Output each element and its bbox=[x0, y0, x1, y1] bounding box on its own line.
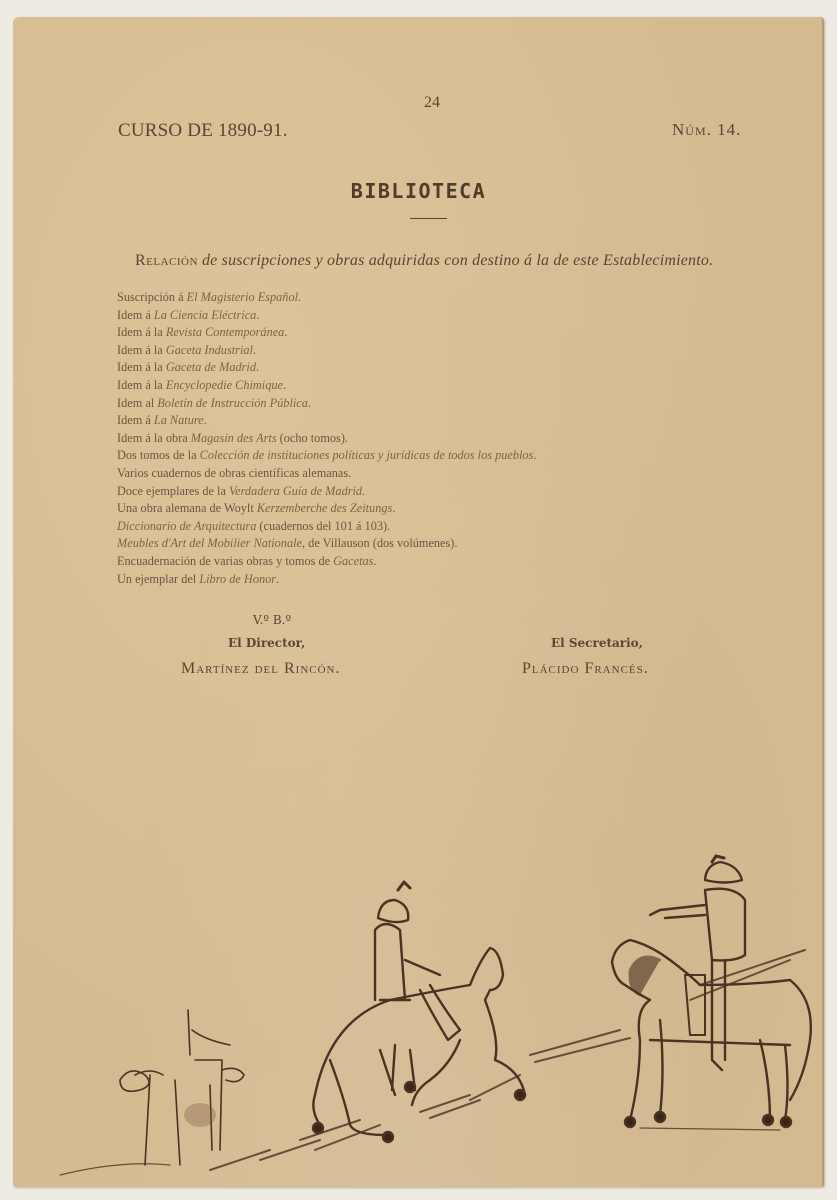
item-suffix: . bbox=[298, 290, 302, 304]
item-title: Gaceta de Madrid bbox=[165, 360, 256, 375]
item-text: Un ejemplar del bbox=[117, 571, 200, 586]
item-text: Encuadernación de varias obras y tomos de bbox=[117, 553, 334, 568]
secretary-name: Plácido Francés. bbox=[522, 660, 649, 677]
page-title: BIBLIOTECA bbox=[350, 179, 487, 203]
item-suffix: (ocho tomos). bbox=[276, 430, 348, 445]
item-text: Idem á la bbox=[117, 325, 166, 340]
item-suffix: . bbox=[392, 501, 396, 516]
item-title: Gacetas bbox=[333, 553, 374, 568]
item-text: Idem á la obra bbox=[117, 430, 191, 445]
horseman-left-icon bbox=[313, 882, 525, 1142]
item-suffix: , de Villauson (dos volúmenes). bbox=[302, 536, 458, 551]
item-title: Colección de instituciones políticas y jurídicas de todos los pueblos bbox=[199, 448, 534, 463]
item-text: Idem á la bbox=[117, 360, 166, 375]
subtitle-lead: Relación bbox=[135, 252, 198, 269]
item-text: Idem á bbox=[117, 307, 154, 322]
item-title: La Nature bbox=[153, 413, 204, 428]
item-suffix: . bbox=[255, 360, 260, 375]
item-text: Idem al bbox=[117, 395, 158, 410]
item-suffix: . bbox=[373, 553, 377, 568]
item-text: Idem á la bbox=[117, 342, 166, 357]
director-name: Martínez del Rincón. bbox=[181, 660, 341, 677]
header-course: CURSO DE 1890-91. bbox=[118, 120, 288, 141]
item-suffix: . bbox=[362, 483, 366, 498]
item-title: Meubles d'Art del Mobilier Nationale bbox=[117, 536, 303, 551]
item-text: Dos tomos de la bbox=[117, 448, 200, 463]
item-text: Idem á la bbox=[117, 377, 166, 392]
item-suffix: . bbox=[533, 448, 537, 463]
item-title: Verdadera Guía de Madrid bbox=[228, 483, 363, 498]
ground-lines-icon bbox=[60, 950, 805, 1175]
item-title: Boletín de Instrucción Pública bbox=[157, 395, 308, 410]
item-suffix: . bbox=[284, 325, 288, 340]
secretary-label: El Secretario, bbox=[551, 636, 643, 650]
item-text: Doce ejemplares de la bbox=[117, 483, 229, 498]
header-number: Núm. 14. bbox=[672, 120, 742, 139]
item-title: Gaceta Industrial bbox=[165, 342, 253, 357]
subtitle-rest: de suscripciones y obras adquiridas con destino á la de este Establecimiento. bbox=[201, 252, 714, 269]
item-suffix: . bbox=[276, 571, 280, 586]
item-text: Suscripción á bbox=[117, 290, 187, 304]
structure-sketch-icon bbox=[120, 1010, 244, 1165]
item-title: La Ciencia Eléctrica bbox=[153, 307, 257, 322]
item-suffix: . bbox=[256, 307, 260, 322]
item-suffix: . bbox=[203, 413, 207, 428]
item-title: Encyclopedie Chimique bbox=[165, 377, 283, 392]
item-text: Varios cuadernos de obras científicas alemanas. bbox=[117, 465, 352, 480]
item-text: Idem á bbox=[117, 413, 154, 428]
page-number: 24 bbox=[424, 94, 440, 111]
horseman-right-icon bbox=[612, 856, 811, 1127]
item-title: Revista Contemporánea bbox=[165, 325, 285, 340]
director-label: El Director, bbox=[228, 636, 306, 650]
item-title: El Magisterio Español bbox=[186, 290, 299, 304]
item-suffix: . bbox=[307, 395, 311, 410]
item-suffix: . bbox=[282, 377, 287, 392]
item-title: Libro de Honor bbox=[199, 571, 277, 586]
item-suffix: (cuadernos del 101 á 103). bbox=[256, 518, 391, 533]
item-title: Diccionario de Arquitectura bbox=[117, 518, 257, 533]
item-text: Una obra alemana de Woylt bbox=[117, 501, 257, 516]
visto-bueno: V.º B.º bbox=[253, 613, 292, 627]
item-title: Kerzemberche des Zeitungs bbox=[256, 501, 393, 516]
item-suffix: . bbox=[252, 342, 256, 357]
item-title: Magasin des Arts bbox=[190, 430, 277, 445]
